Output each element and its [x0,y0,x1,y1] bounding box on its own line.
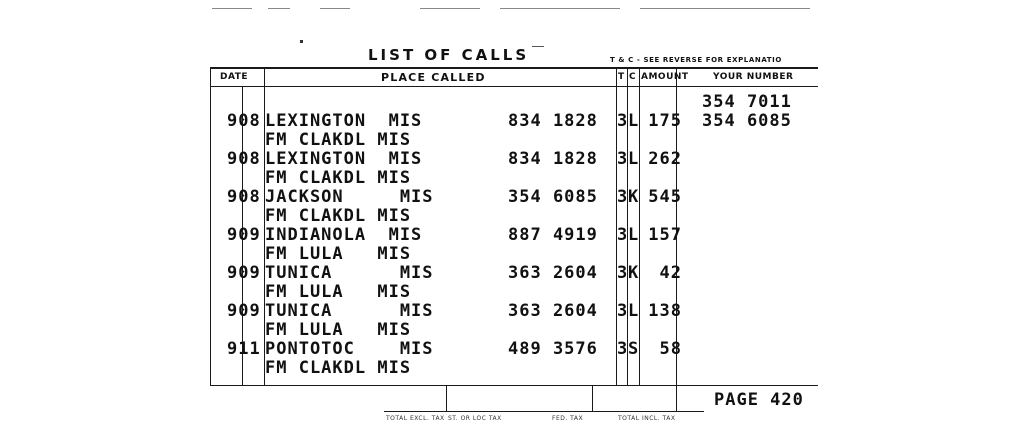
call-place: TUNICA MIS [265,263,434,283]
header-c: C [629,72,636,82]
footer-fed-tax: FED. TAX [552,415,584,422]
call-place: PONTOTOC MIS [265,339,434,359]
call-amount: 157 [648,225,682,245]
form-title: LIST OF CALLS [368,46,530,64]
header-your-number: YOUR NUMBER [713,72,794,82]
header-amount: AMOUNT [641,72,689,82]
call-c: S [628,339,640,359]
call-from: FM CLAKDL MIS [265,206,412,226]
call-amount: 138 [648,301,682,321]
call-amount: 175 [648,111,682,131]
call-place: LEXINGTON MIS [265,111,423,131]
call-t: 3 [617,301,629,321]
call-place: JACKSON MIS [265,187,434,207]
your-number-top: 354 7011 [702,92,792,112]
header-place-called: PLACE CALLED [381,71,486,84]
call-c: K [628,187,640,207]
call-date: 911 [227,339,261,359]
call-number: 834 1828 [508,111,598,131]
header-date: DATE [220,72,249,82]
call-c: L [628,149,640,169]
call-t: 3 [617,339,629,359]
call-from: FM CLAKDL MIS [265,358,412,378]
call-from: FM LULA MIS [265,244,412,264]
page-label: PAGE 420 [714,390,804,410]
call-from: FM CLAKDL MIS [265,130,412,150]
call-amount: 42 [659,263,682,283]
call-date: 909 [227,225,261,245]
call-number: 489 3576 [508,339,598,359]
call-c: L [628,111,640,131]
header-t: T [618,72,625,82]
call-number: 363 2604 [508,301,598,321]
call-from: FM CLAKDL MIS [265,168,412,188]
footer-total-incl-tax: TOTAL INCL. TAX [618,415,676,422]
call-date: 908 [227,111,261,131]
call-t: 3 [617,149,629,169]
call-amount: 545 [648,187,682,207]
call-c: L [628,301,640,321]
call-your-number: 354 6085 [702,111,792,131]
call-t: 3 [617,225,629,245]
call-place: TUNICA MIS [265,301,434,321]
call-amount: 262 [648,149,682,169]
call-place: INDIANOLA MIS [265,225,423,245]
explanation-note: T & C - SEE REVERSE FOR EXPLANATIO [610,56,782,64]
call-t: 3 [617,187,629,207]
call-amount: 58 [659,339,682,359]
call-number: 887 4919 [508,225,598,245]
call-from: FM LULA MIS [265,320,412,340]
call-place: LEXINGTON MIS [265,149,423,169]
call-c: L [628,225,640,245]
footer-st-local-tax: ST. OR LOC TAX [448,415,502,422]
call-date: 908 [227,149,261,169]
call-t: 3 [617,263,629,283]
call-from: FM LULA MIS [265,282,412,302]
footer-total-excl-tax: TOTAL EXCL. TAX [386,415,445,422]
call-date: 909 [227,301,261,321]
call-date: 908 [227,187,261,207]
call-t: 3 [617,111,629,131]
call-c: K [628,263,640,283]
call-date: 909 [227,263,261,283]
call-number: 834 1828 [508,149,598,169]
call-number: 363 2604 [508,263,598,283]
call-number: 354 6085 [508,187,598,207]
